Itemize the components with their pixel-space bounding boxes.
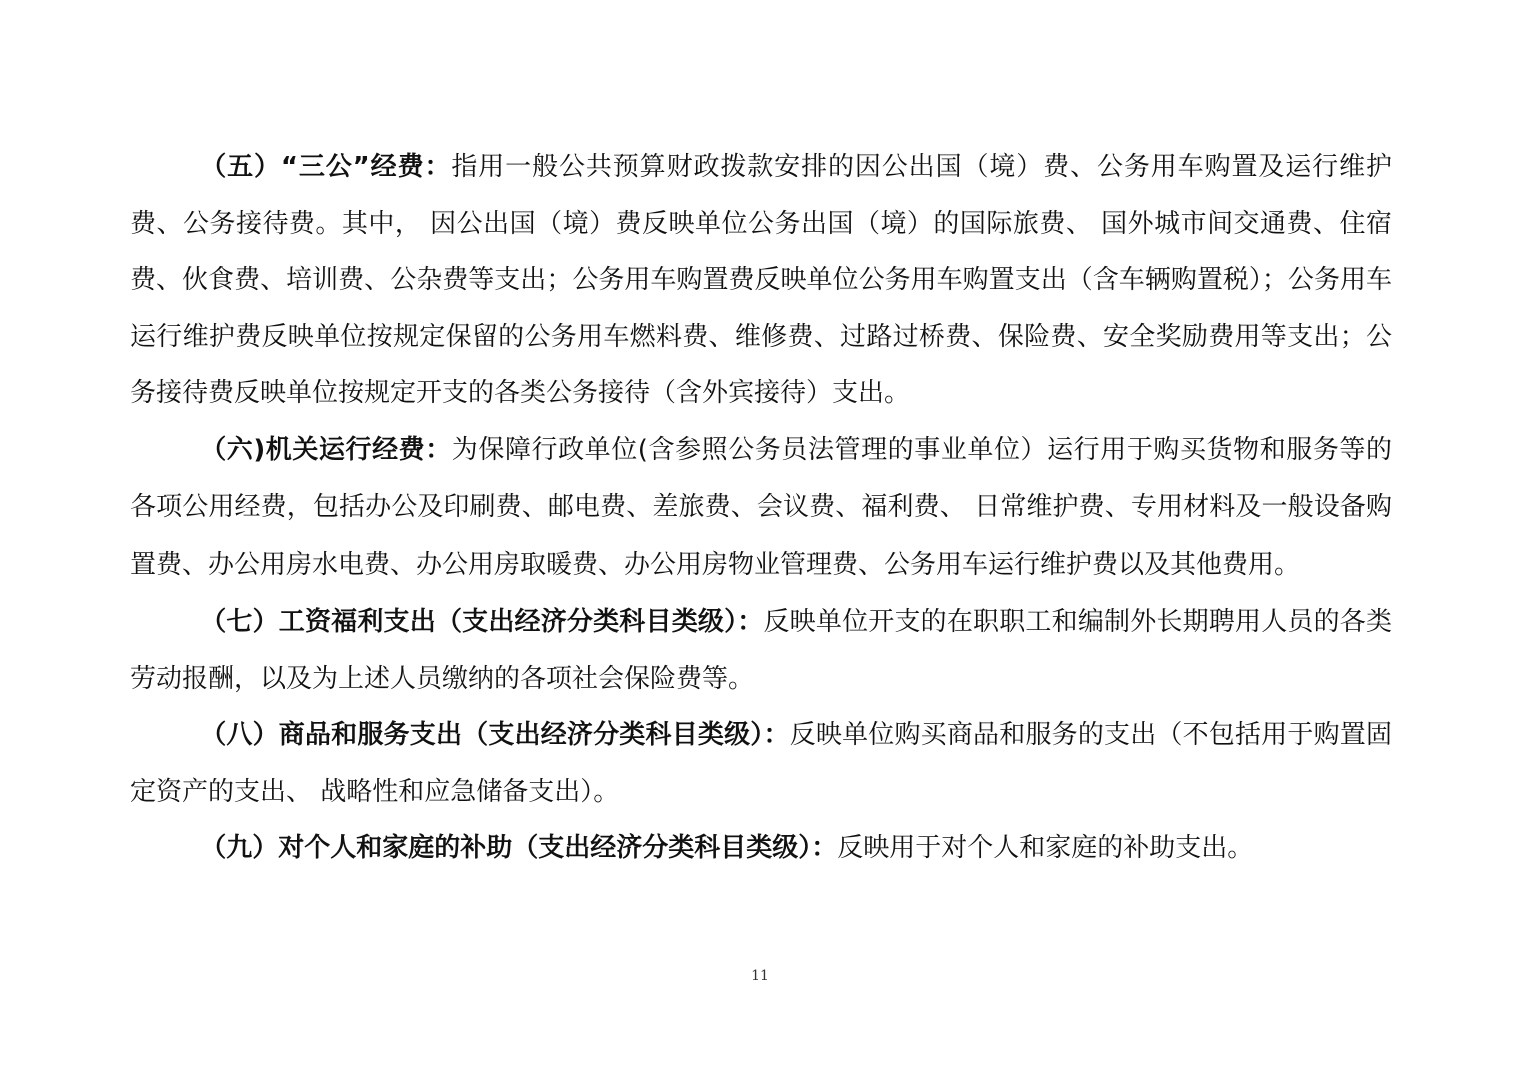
paragraph-body: 为保障行政单位(含参照公务员法管理的事业单位）运行用于购买货物和服务等的各项公用经费，包括办公及印刷费、邮电费、差旅费、会议费、福利费、 日常维护费、专用材料及一般设备购置费、办公用房水电费、办公用房取暖费、办公用房物业管理费、公务用车运行维护费以及其他费用。 <box>130 434 1392 580</box>
paragraph-agency-operating-expenses <box>130 422 1392 595</box>
paragraph-heading: （五）“三公”经费： <box>200 152 452 182</box>
paragraph-body: 指用一般公共预算财政拨款安排的因公出国（境）费、公务用车购置及运行维护费、公务接待费。其中， 因公出国（境）费反映单位公务出国（境）的国际旅费、 国外城市间交通费、住宿费、伙食费、培训费、公杂费等支出；公务用车购置费反映单位公务用车购置支出（含车辆购置税）；公务用车运行维护费反映单位按规定保留的公务用车燃料费、维修费、过路过桥费、保险费、安全奖励费用等支出；公务接待费反映单位按规定开支的各类公务接待（含外宾接待）支出。 <box>130 152 1392 408</box>
paragraph-heading: （八）商品和服务支出（支出经济分类科目类级）： <box>200 720 790 750</box>
paragraph-body: 反映用于对个人和家庭的补助支出。 <box>837 833 1254 863</box>
paragraph-heading: （七）工资福利支出（支出经济分类科目类级）： <box>200 607 764 637</box>
paragraph-body: 反映单位开支的在职职工和编制外长期聘用人员的各类劳动报酬，以及为上述人员缴纳的各项社会保险费等。 <box>130 607 1392 694</box>
paragraph-heading: （六)机关运行经费： <box>200 434 452 465</box>
paragraph-heading: （九）对个人和家庭的补助（支出经济分类科目类级）： <box>200 833 838 863</box>
document-body <box>130 139 1392 877</box>
page-number: 11 <box>751 968 769 984</box>
paragraph-household-subsidy <box>130 820 1392 877</box>
paragraph-sangong-expenses <box>130 139 1392 422</box>
paragraph-goods-services-expenditure <box>130 707 1392 820</box>
paragraph-wage-welfare-expenditure <box>130 594 1392 707</box>
paragraph-body: 反映单位购买商品和服务的支出（不包括用于购置固定资产的支出、 战略性和应急储备支出）。 <box>130 720 1392 807</box>
